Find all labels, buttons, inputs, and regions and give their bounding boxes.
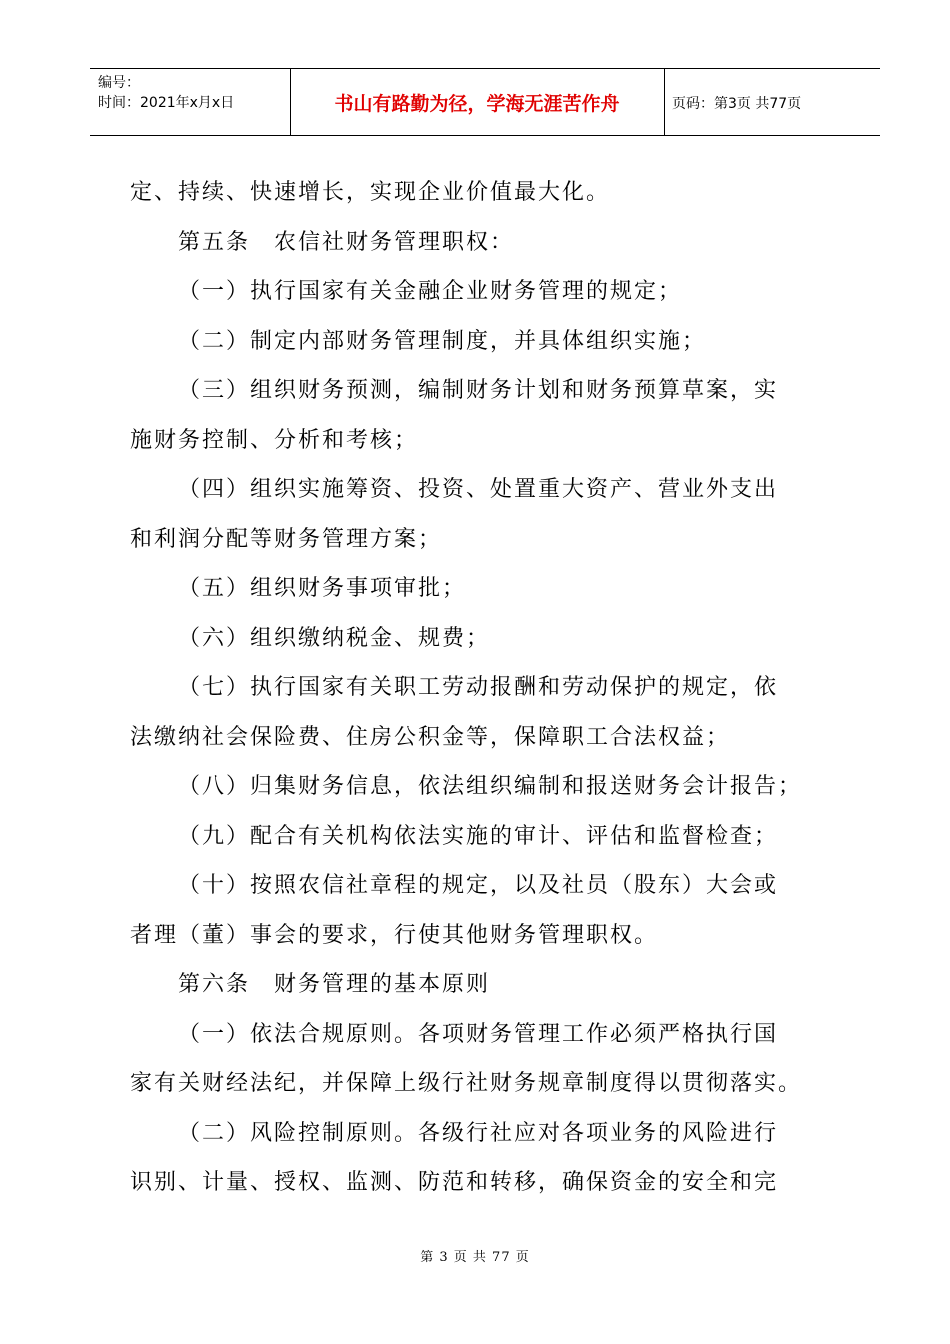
header-meta [98,73,234,113]
page-header [90,68,880,136]
article-heading-5: 第五条 农信社财务管理职权： [178,229,515,255]
body-line: （三）组织财务预测，编制财务计划和财务预算草案，实 [178,378,779,403]
body-line: 定、持续、快速增长，实现企业价值最大化。 [130,180,611,205]
article-heading-6: 第六条 财务管理的基本原则 [178,972,491,997]
body-line: （六）组织缴纳税金、规费； [178,625,491,651]
body-line: 识别、计量、授权、监测、防范和转移，确保资金的安全和完 [130,1170,779,1195]
body-line: （四）组织实施筹资、投资、处置重大资产、营业外支出 [178,477,779,502]
page-footer: 第 3 页 共 77 页 [420,1250,530,1265]
body-line: 者理（董）事会的要求，行使其他财务管理职权。 [130,922,659,948]
body-line: （九）配合有关机构依法实施的审计、评估和监督检查； [178,823,779,849]
body-line: （八）归集财务信息，依法组织编制和报送财务会计报告； [178,774,803,799]
header-divider-right [664,69,665,136]
body-line: 法缴纳社会保险费、住房公积金等，保障职工合法权益； [130,724,731,750]
header-motto: 书山有路勤为径，学海无涯苦作舟 [334,93,620,115]
body-line: （二）风险控制原则。各级行社应对各项业务的风险进行 [178,1120,779,1146]
document-time-label: 时间：2021年x月x日 [98,95,235,111]
body-line: （七）执行国家有关职工劳动报酬和劳动保护的规定，依 [178,675,779,700]
body-line: （十）按照农信社章程的规定，以及社员（股东）大会或 [178,873,779,898]
document-body [130,168,842,1208]
body-line: 施财务控制、分析和考核； [130,427,419,453]
body-line: （五）组织财务事项审批； [178,576,467,601]
body-line: （一）依法合规原则。各项财务管理工作必须严格执行国 [178,1021,779,1047]
document-number-label: 编号： [98,75,140,91]
header-divider-left [290,69,291,136]
body-line: 和利润分配等财务管理方案； [130,526,443,552]
header-page-info: 页码：第3页 共77页 [672,95,802,112]
body-line: （一）执行国家有关金融企业财务管理的规定； [178,279,683,304]
body-line: （二）制定内部财务管理制度，并具体组织实施； [178,328,707,354]
body-line: 家有关财经法纪，并保障上级行社财务规章制度得以贯彻落实。 [130,1071,803,1096]
